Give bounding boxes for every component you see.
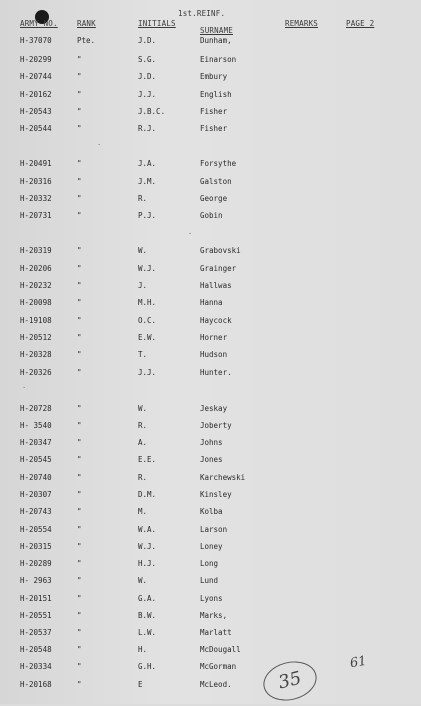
army-number-cell: H-20299 xyxy=(20,55,52,64)
initials-cell: W.A. xyxy=(138,525,157,534)
table-row xyxy=(0,36,421,49)
table-row xyxy=(0,490,421,503)
army-number-cell: H-20728 xyxy=(20,404,52,413)
army-number-cell: H- 2963 xyxy=(20,576,52,585)
initials-cell: J. xyxy=(138,281,148,290)
initials-cell: T. xyxy=(138,350,148,359)
table-row xyxy=(0,298,421,311)
rank-cell: " xyxy=(77,421,82,430)
surname-cell: Fisher xyxy=(200,107,228,116)
army-number-cell: H-37070 xyxy=(20,36,52,45)
army-number-cell: H-20307 xyxy=(20,490,52,499)
rank-cell: " xyxy=(77,211,82,220)
initials-cell: H.J. xyxy=(138,559,157,568)
table-row xyxy=(0,159,421,172)
surname-cell: Marks, xyxy=(200,611,228,620)
rank-cell: " xyxy=(77,194,82,203)
initials-cell: M. xyxy=(138,507,148,516)
initials-cell: A. xyxy=(138,438,148,447)
table-row xyxy=(0,611,421,624)
army-number-cell: H-20537 xyxy=(20,628,52,637)
army-number-cell: H-20554 xyxy=(20,525,52,534)
initials-cell: R. xyxy=(138,421,148,430)
surname-cell: Jones xyxy=(200,455,223,464)
rank-cell: " xyxy=(77,473,82,482)
table-row xyxy=(0,194,421,207)
initials-cell: L.W. xyxy=(138,628,157,637)
army-number-cell: H-20347 xyxy=(20,438,52,447)
initials-cell: W.J. xyxy=(138,264,157,273)
army-number-cell: H-20334 xyxy=(20,662,52,671)
surname-cell: Hanna xyxy=(200,298,223,307)
surname-cell: Grabovski xyxy=(200,246,241,255)
table-row xyxy=(0,90,421,103)
surname-cell: Loney xyxy=(200,542,223,551)
rank-cell: " xyxy=(77,559,82,568)
army-number-cell: H-20206 xyxy=(20,264,52,273)
surname-cell: Joberty xyxy=(200,421,232,430)
surname-cell: Embury xyxy=(200,72,228,81)
rank-cell: " xyxy=(77,455,82,464)
table-row xyxy=(0,525,421,538)
initials-cell: O.C. xyxy=(138,316,157,325)
surname-cell: Grainger xyxy=(200,264,237,273)
initials-cell: W. xyxy=(138,576,148,585)
army-number-cell: H-20332 xyxy=(20,194,52,203)
table-row xyxy=(0,404,421,417)
surname-cell: Larson xyxy=(200,525,228,534)
rank-cell: " xyxy=(77,107,82,116)
surname-cell: Johns xyxy=(200,438,223,447)
army-number-cell: H-20731 xyxy=(20,211,52,220)
initials-cell: W. xyxy=(138,404,148,413)
page-number: PAGE 2 xyxy=(346,19,375,28)
rank-cell: " xyxy=(77,680,82,689)
initials-cell: W. xyxy=(138,246,148,255)
margin-note: 61 xyxy=(348,653,368,672)
initials-cell: J.B.C. xyxy=(138,107,166,116)
army-number-cell: H-20162 xyxy=(20,90,52,99)
army-number-cell: H-20315 xyxy=(20,542,52,551)
rank-cell: " xyxy=(77,55,82,64)
rank-cell: " xyxy=(77,507,82,516)
initials-cell: B.W. xyxy=(138,611,157,620)
rank-cell: " xyxy=(77,645,82,654)
army-number-cell: H-20512 xyxy=(20,333,52,342)
surname-cell: Karchewski xyxy=(200,473,246,482)
surname-cell: Haycock xyxy=(200,316,232,325)
col-header-surname: SURNAME xyxy=(200,26,234,35)
table-row xyxy=(0,211,421,224)
rank-cell: " xyxy=(77,525,82,534)
surname-cell: Jeskay xyxy=(200,404,228,413)
surname-cell: Lund xyxy=(200,576,219,585)
stray-mark: · xyxy=(188,230,193,238)
surname-cell: Kolba xyxy=(200,507,223,516)
army-number-cell: H-20232 xyxy=(20,281,52,290)
surname-cell: Marlatt xyxy=(200,628,232,637)
rank-cell: " xyxy=(77,316,82,325)
initials-cell: E.W. xyxy=(138,333,157,342)
initials-cell: J.M. xyxy=(138,177,157,186)
initials-cell: S.G. xyxy=(138,55,157,64)
surname-cell: Long xyxy=(200,559,219,568)
table-row xyxy=(0,628,421,641)
army-number-cell: H-20744 xyxy=(20,72,52,81)
rank-cell: " xyxy=(77,72,82,81)
surname-cell: Einarson xyxy=(200,55,237,64)
army-number-cell: H-20740 xyxy=(20,473,52,482)
table-row xyxy=(0,177,421,190)
col-header-army-no: ARMY NO. xyxy=(20,19,58,28)
initials-cell: D.M. xyxy=(138,490,157,499)
army-number-cell: H-20328 xyxy=(20,350,52,359)
col-header-remarks: REMARKS xyxy=(285,19,319,28)
army-number-cell: H-20743 xyxy=(20,507,52,516)
rank-cell: " xyxy=(77,662,82,671)
surname-cell: McLeod. xyxy=(200,680,232,689)
rank-cell: " xyxy=(77,438,82,447)
army-number-cell: H-20545 xyxy=(20,455,52,464)
army-number-cell: H-19108 xyxy=(20,316,52,325)
initials-cell: E.E. xyxy=(138,455,157,464)
army-number-cell: H- 3540 xyxy=(20,421,52,430)
table-row xyxy=(0,594,421,607)
rank-cell: " xyxy=(77,594,82,603)
surname-cell: George xyxy=(200,194,228,203)
army-number-cell: H-20326 xyxy=(20,368,52,377)
rank-cell: " xyxy=(77,611,82,620)
table-row xyxy=(0,72,421,85)
rank-cell: " xyxy=(77,298,82,307)
surname-cell: McGorman xyxy=(200,662,237,671)
rank-cell: Pte. xyxy=(77,36,96,45)
table-row xyxy=(0,473,421,486)
initials-cell: J.D. xyxy=(138,72,157,81)
surname-cell: Forsythe xyxy=(200,159,237,168)
army-number-cell: H-20319 xyxy=(20,246,52,255)
unit-heading: 1st.REINF. xyxy=(178,9,226,18)
table-row xyxy=(0,124,421,137)
surname-cell: Hudson xyxy=(200,350,228,359)
army-number-cell: H-20491 xyxy=(20,159,52,168)
initials-cell: R.J. xyxy=(138,124,157,133)
initials-cell: G.A. xyxy=(138,594,157,603)
table-row xyxy=(0,368,421,381)
table-row xyxy=(0,421,421,434)
army-number-cell: H-20289 xyxy=(20,559,52,568)
table-row xyxy=(0,246,421,259)
table-row xyxy=(0,576,421,589)
rank-cell: " xyxy=(77,628,82,637)
table-row xyxy=(0,333,421,346)
rank-cell: " xyxy=(77,124,82,133)
army-number-cell: H-20543 xyxy=(20,107,52,116)
rank-cell: " xyxy=(77,542,82,551)
table-row xyxy=(0,542,421,555)
table-row xyxy=(0,281,421,294)
surname-cell: Gobin xyxy=(200,211,223,220)
rank-cell: " xyxy=(77,246,82,255)
col-header-rank: RANK xyxy=(77,19,96,28)
surname-cell: Dunham, xyxy=(200,36,232,45)
table-row xyxy=(0,559,421,572)
surname-cell: Hallwas xyxy=(200,281,232,290)
stray-mark: · xyxy=(97,141,102,149)
table-row xyxy=(0,438,421,451)
surname-cell: McDougall xyxy=(200,645,241,654)
initials-cell: G.H. xyxy=(138,662,157,671)
col-header-initials: INITIALS xyxy=(138,19,176,28)
initials-cell: J.D. xyxy=(138,36,157,45)
army-number-cell: H-20544 xyxy=(20,124,52,133)
surname-cell: Fisher xyxy=(200,124,228,133)
rank-cell: " xyxy=(77,264,82,273)
surname-cell: Hunter. xyxy=(200,368,232,377)
army-number-cell: H-20151 xyxy=(20,594,52,603)
rank-cell: " xyxy=(77,368,82,377)
initials-cell: J.A. xyxy=(138,159,157,168)
surname-cell: Lyons xyxy=(200,594,223,603)
rank-cell: " xyxy=(77,350,82,359)
initials-cell: J.J. xyxy=(138,90,157,99)
initials-cell: H. xyxy=(138,645,148,654)
initials-cell: P.J. xyxy=(138,211,157,220)
rank-cell: " xyxy=(77,333,82,342)
initials-cell: E xyxy=(138,680,143,689)
rank-cell: " xyxy=(77,281,82,290)
handwritten-stamp: 35 xyxy=(259,656,321,706)
rank-cell: " xyxy=(77,576,82,585)
rank-cell: " xyxy=(77,404,82,413)
initials-cell: R. xyxy=(138,194,148,203)
table-row xyxy=(0,350,421,363)
table-row xyxy=(0,107,421,120)
initials-cell: W.J. xyxy=(138,542,157,551)
army-number-cell: H-20098 xyxy=(20,298,52,307)
rank-cell: " xyxy=(77,90,82,99)
rank-cell: " xyxy=(77,177,82,186)
stray-mark: · xyxy=(22,384,27,392)
table-row xyxy=(0,55,421,68)
table-row xyxy=(0,264,421,277)
rank-cell: " xyxy=(77,490,82,499)
table-row xyxy=(0,507,421,520)
army-number-cell: H-20551 xyxy=(20,611,52,620)
surname-cell: English xyxy=(200,90,232,99)
surname-cell: Kinsley xyxy=(200,490,232,499)
table-row xyxy=(0,316,421,329)
surname-cell: Galston xyxy=(200,177,232,186)
army-number-cell: H-20548 xyxy=(20,645,52,654)
rank-cell: " xyxy=(77,159,82,168)
army-number-cell: H-20316 xyxy=(20,177,52,186)
surname-cell: Horner xyxy=(200,333,228,342)
table-row xyxy=(0,680,421,693)
army-number-cell: H-20168 xyxy=(20,680,52,689)
table-row xyxy=(0,455,421,468)
initials-cell: R. xyxy=(138,473,148,482)
initials-cell: M.H. xyxy=(138,298,157,307)
initials-cell: J.J. xyxy=(138,368,157,377)
